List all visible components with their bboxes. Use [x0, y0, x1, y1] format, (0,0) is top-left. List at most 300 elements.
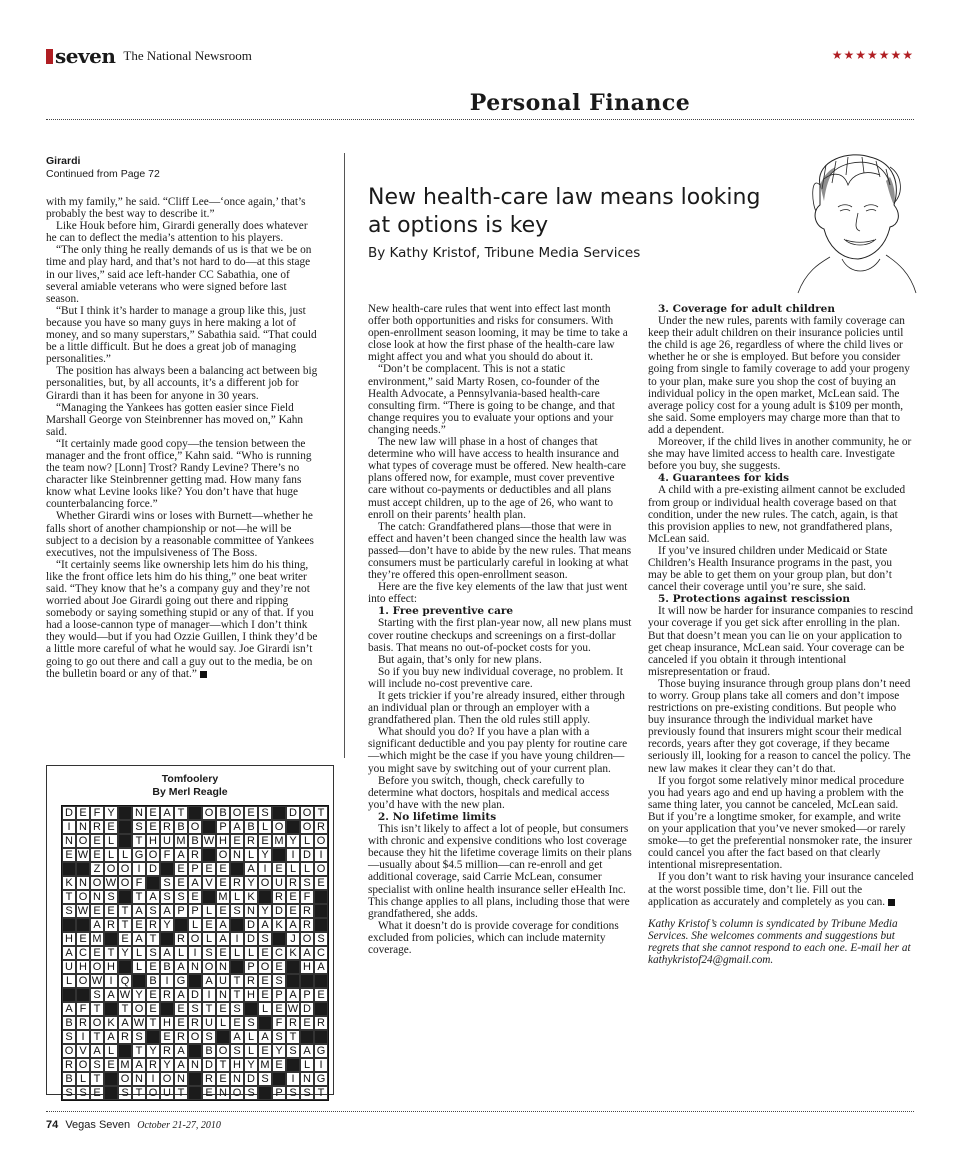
- crossword-block: [76, 862, 90, 876]
- masthead: [46, 44, 252, 68]
- crossword-cell: O: [188, 820, 202, 834]
- crossword-cell: E: [314, 876, 328, 890]
- crossword-block: [216, 1030, 230, 1044]
- crossword-cell: U: [216, 974, 230, 988]
- crossword-cell: E: [216, 946, 230, 960]
- crossword-cell: R: [174, 1030, 188, 1044]
- crossword-cell: O: [62, 1044, 76, 1058]
- crossword-block: [314, 904, 328, 918]
- crossword-cell: V: [202, 876, 216, 890]
- crossword-cell: L: [244, 1044, 258, 1058]
- crossword-cell: R: [160, 820, 174, 834]
- crossword-cell: T: [132, 834, 146, 848]
- crossword-cell: S: [62, 1030, 76, 1044]
- article-column-2: [648, 303, 914, 966]
- crossword-cell: L: [62, 974, 76, 988]
- crossword-cell: N: [188, 960, 202, 974]
- crossword-cell: Y: [272, 1044, 286, 1058]
- crossword-cell: A: [174, 960, 188, 974]
- crossword-cell: R: [146, 1058, 160, 1072]
- crossword-cell: E: [90, 834, 104, 848]
- crossword-block: [300, 1030, 314, 1044]
- crossword-cell: E: [216, 1072, 230, 1086]
- crossword-cell: R: [160, 1044, 174, 1058]
- crossword-block: [230, 960, 244, 974]
- crossword-cell: A: [160, 904, 174, 918]
- crossword-cell: S: [118, 1086, 132, 1100]
- article-paragraph: If you’ve insured children under Medicaid or State Children’s Health Insurance programs in the past, you may be able to get them on your group plan, but don’t cancel their coverage until you’re sure, she said.: [648, 544, 893, 594]
- crossword-cell: A: [300, 946, 314, 960]
- crossword-cell: L: [244, 848, 258, 862]
- crossword-cell: S: [90, 1058, 104, 1072]
- continued-story: [46, 155, 318, 680]
- crossword-block: [258, 890, 272, 904]
- crossword-cell: D: [202, 1058, 216, 1072]
- crossword-cell: E: [230, 834, 244, 848]
- crossword-block: [258, 1016, 272, 1030]
- article-paragraph: What it doesn’t do is provide coverage for conditions excluded from policies, which can include maternity coverage.: [368, 919, 619, 956]
- crossword-cell: S: [230, 904, 244, 918]
- crossword-cell: E: [272, 1002, 286, 1016]
- crossword-cell: A: [62, 1002, 76, 1016]
- crossword-cell: E: [188, 890, 202, 904]
- crossword-cell: N: [90, 890, 104, 904]
- crossword-cell: T: [314, 1086, 328, 1100]
- crossword-block: [118, 806, 132, 820]
- crossword-cell: W: [133, 1017, 145, 1029]
- continued-story-body: [46, 196, 318, 680]
- article-paragraph: Those buying insurance through group plans don’t need to worry. Group plans take all comers and don’t impose restrictions on pre-existing conditions. But people who buy insurance through the individual market have previously found that insurers might scour their medical records, years after they got coverage, if they became seriously ill, looking for a reason to cancel the policy. The new law makes it clear they can’t do that.: [648, 677, 911, 775]
- crossword-cell: E: [90, 848, 104, 862]
- article-byline: By Kathy Kristof, Tribune Media Services: [368, 245, 641, 261]
- crossword-cell: O: [76, 974, 90, 988]
- crossword-cell: O: [90, 876, 104, 890]
- body-paragraph: Like Houk before him, Girardi generally does whatever he can to deflect the media’s attention to his players.: [46, 220, 308, 245]
- crossword-cell: G: [174, 974, 188, 988]
- crossword-cell: S: [258, 1072, 272, 1086]
- crossword-cell: C: [76, 946, 90, 960]
- crossword-cell: A: [104, 1030, 118, 1044]
- crossword-cell: T: [118, 904, 132, 918]
- crossword-cell: E: [146, 1002, 160, 1016]
- crossword-cell: M: [258, 1058, 272, 1072]
- crossword-cell: D: [146, 862, 160, 876]
- crossword-cell: S: [314, 932, 328, 946]
- crossword-cell: N: [76, 820, 90, 834]
- crossword-cell: N: [76, 876, 90, 890]
- article-paragraph: Under the new rules, parents with family coverage can keep their adult children on their insurance policies until the child is age 26, regardless of where the child lives or whether he or she is employed. But before you consider going from single to family coverage to add your progeny to your plan, make sure you shop the cost of buying an individual policy in the open market, McLean said. The average policy cost for a young adult is $109 per month, she said. Some employers may charge more than that to add a dependent.: [648, 315, 910, 436]
- crossword-cell: K: [272, 918, 286, 932]
- crossword-cell: E: [76, 806, 90, 820]
- crossword-cell: N: [188, 1058, 202, 1072]
- article-paragraph: Moreover, if the child lives in another community, he or she may have limited access to health care. Investigate before you buy, she suggests.: [648, 436, 912, 473]
- crossword-cell: N: [132, 1072, 146, 1086]
- crossword-cell: N: [244, 904, 258, 918]
- crossword-cell: B: [62, 1072, 76, 1086]
- crossword-cell: E: [216, 904, 230, 918]
- crossword-cell: L: [258, 1002, 272, 1016]
- crossword-cell: N: [62, 834, 76, 848]
- masthead-tagline: The National Newsroom: [123, 48, 252, 63]
- author-tagline: Kathy Kristof’s column is syndicated by Tribune Media Services. She welcomes comments and suggestions but regrets that she cannot respond to each one. E-mail her at kathykristof24@gmail.com.: [648, 917, 911, 966]
- crossword-cell: A: [216, 918, 230, 932]
- article-paragraph: The new law will phase in a host of changes that determine who will have access to health insurance and what types of coverage must be offered. New health-care plans offered now, for example, must cover preventive care without co-payments or deductibles and all plans must accept children, up to the age of 26, who want to enroll on their parents’ health plan.: [368, 436, 626, 521]
- body-paragraph: “Managing the Yankees has gotten easier since Field Marshall George von Steinbrenner has moved on,” Kahn said.: [46, 401, 304, 438]
- crossword-cell: O: [272, 820, 286, 834]
- crossword-cell: S: [160, 890, 174, 904]
- crossword-cell: T: [174, 1086, 188, 1100]
- crossword-block: [62, 918, 76, 932]
- crossword-cell: R: [286, 876, 300, 890]
- crossword-cell: K: [286, 946, 300, 960]
- crossword-cell: P: [272, 988, 286, 1002]
- crossword-cell: K: [244, 890, 258, 904]
- crossword-block: [286, 974, 300, 988]
- crossword-cell: Y: [132, 988, 146, 1002]
- crossword-cell: T: [118, 1002, 132, 1016]
- crossword-cell: E: [202, 1086, 216, 1100]
- crossword-cell: T: [314, 806, 328, 820]
- crossword-cell: H: [216, 834, 230, 848]
- rating-stars: ★★★★★★★: [831, 48, 914, 62]
- crossword-block: [62, 862, 76, 876]
- crossword-cell: I: [314, 1058, 328, 1072]
- publication-logo: seven: [55, 44, 116, 68]
- crossword-cell: A: [188, 876, 202, 890]
- crossword-block: [272, 1072, 286, 1086]
- crossword-cell: S: [76, 1086, 90, 1100]
- crossword-cell: O: [300, 932, 314, 946]
- crossword-block: [188, 1086, 202, 1100]
- crossword-cell: P: [300, 988, 314, 1002]
- crossword-cell: L: [244, 946, 258, 960]
- crossword-cell: S: [146, 946, 160, 960]
- crossword-cell: V: [76, 1044, 90, 1058]
- crossword-author: By Merl Reagle: [152, 786, 228, 798]
- crossword-cell: U: [160, 834, 174, 848]
- crossword-cell: B: [244, 820, 258, 834]
- crossword-cell: L: [174, 946, 188, 960]
- crossword-cell: R: [62, 1058, 76, 1072]
- continued-from: Continued from Page 72: [46, 168, 160, 180]
- crossword-block: [62, 988, 76, 1002]
- crossword-cell: S: [174, 890, 188, 904]
- crossword-cell: L: [104, 1044, 118, 1058]
- crossword-cell: L: [132, 960, 146, 974]
- crossword-cell: O: [76, 1058, 90, 1072]
- article-paragraph: If you don’t want to risk having your insurance canceled at the worst possible time, don’t lie. Fill out the application as accurately and completely as you can.: [648, 871, 914, 908]
- crossword-block: [160, 862, 174, 876]
- crossword-cell: N: [230, 1072, 244, 1086]
- body-paragraph: Whether Girardi wins or loses with Burnett—whether he falls short of another championship or not—he will be subject to a decision by a reasonable committee of Yankees executives, not the impulsiveness of The Boss.: [46, 510, 314, 559]
- crossword-cell: P: [174, 904, 188, 918]
- crossword-cell: I: [202, 988, 216, 1002]
- crossword-cell: E: [146, 960, 160, 974]
- crossword-cell: S: [160, 876, 174, 890]
- crossword-block: [188, 974, 202, 988]
- section-title-wrap: [0, 90, 960, 116]
- crossword-cell: O: [216, 848, 230, 862]
- article-paragraph: “Don’t be complacent. This is not a static environment,” said Marty Rosen, co-founder of the Health Advocate, a Pennsylvania-based health-care consulting firm. “There is going to be change, and that change requires you to evaluate your options and your changing needs.”: [368, 363, 615, 436]
- crossword-cell: W: [287, 1003, 299, 1015]
- crossword-cell: E: [62, 848, 76, 862]
- crossword-cell: Y: [104, 806, 118, 820]
- crossword-cell: E: [202, 918, 216, 932]
- body-paragraph: “The only thing he really demands of us is that we be on time and play hard, and that’s not hard to do—at this stage in our lives,” said ace left-hander CC Sabathia, one of several amiable veterans who were signed before last season.: [46, 244, 312, 305]
- crossword-cell: A: [146, 890, 160, 904]
- crossword-cell: A: [132, 1058, 146, 1072]
- crossword-cell: E: [146, 806, 160, 820]
- crossword-cell: S: [272, 1030, 286, 1044]
- crossword-cell: T: [230, 988, 244, 1002]
- crossword-cell: S: [188, 1002, 202, 1016]
- crossword-block: [104, 1086, 118, 1100]
- crossword-cell: W: [77, 905, 89, 917]
- body-paragraph: “But I think it’s harder to manage a group like this, just because you have so many guys in here making a lot of money, and so many superstars,” Sabathia said. “That could be a little difficult. But he does a great job of managing personalities.”: [46, 304, 317, 366]
- crossword-cell: O: [188, 1030, 202, 1044]
- footer-divider: [46, 1111, 914, 1112]
- crossword-cell: B: [160, 960, 174, 974]
- article-subhead: 4. Guarantees for kids: [658, 472, 789, 485]
- crossword-cell: W: [203, 835, 215, 847]
- crossword-cell: T: [230, 974, 244, 988]
- crossword-block: [202, 820, 216, 834]
- page-number: 74: [46, 1119, 59, 1131]
- crossword-cell: L: [300, 862, 314, 876]
- crossword-cell: L: [202, 904, 216, 918]
- crossword-cell: E: [76, 932, 90, 946]
- crossword-cell: E: [174, 876, 188, 890]
- crossword-cell: E: [216, 1002, 230, 1016]
- article-paragraph: Before you switch, though, check carefully to determine what doctors, hospitals and medical access you’d have with the new plan.: [368, 774, 610, 811]
- crossword-cell: E: [258, 1044, 272, 1058]
- crossword-cell: A: [174, 988, 188, 1002]
- crossword-cell: A: [160, 946, 174, 960]
- crossword-block: [160, 932, 174, 946]
- crossword-cell: M: [272, 834, 286, 848]
- crossword-block: [300, 974, 314, 988]
- crossword-cell: P: [272, 1086, 286, 1100]
- crossword-cell: O: [90, 1016, 104, 1030]
- crossword-cell: B: [188, 834, 202, 848]
- crossword-cell: R: [244, 834, 258, 848]
- crossword-cell: C: [314, 946, 328, 960]
- crossword-cell: W: [77, 849, 89, 861]
- crossword-cell: I: [62, 820, 76, 834]
- crossword-cell: I: [314, 848, 328, 862]
- crossword-title: Tomfoolery: [161, 773, 219, 785]
- crossword-cell: G: [132, 848, 146, 862]
- crossword-cell: G: [314, 1072, 328, 1086]
- crossword-cell: I: [76, 1030, 90, 1044]
- article-subhead: 3. Coverage for adult children: [658, 303, 835, 315]
- article-paragraph: It gets trickier if you’re already insured, either through an individual plan or through an employer with a grandfathered plan. Then the old rules still apply.: [368, 690, 625, 727]
- crossword-grid: [61, 805, 329, 1101]
- crossword-cell: R: [76, 1016, 90, 1030]
- crossword-cell: A: [104, 988, 118, 1002]
- crossword-cell: E: [300, 1016, 314, 1030]
- crossword-cell: Y: [258, 848, 272, 862]
- crossword-cell: D: [272, 904, 286, 918]
- crossword-cell: E: [258, 974, 272, 988]
- crossword-cell: S: [146, 904, 160, 918]
- crossword-cell: T: [286, 1030, 300, 1044]
- crossword-cell: P: [188, 904, 202, 918]
- crossword-block: [118, 1044, 132, 1058]
- crossword-cell: R: [118, 1030, 132, 1044]
- crossword-cell: S: [286, 1086, 300, 1100]
- crossword-cell: J: [286, 932, 300, 946]
- crossword-cell: O: [76, 834, 90, 848]
- crossword-cell: R: [244, 974, 258, 988]
- article-paragraph: What should you do? If you have a plan with a significant deductible and you pay plenty for routine care—which might be the case if you have young children—you might save by switching out of your current plan.: [368, 726, 628, 775]
- crossword-cell: Y: [160, 918, 174, 932]
- column-divider: [344, 153, 345, 758]
- crossword-cell: H: [104, 960, 118, 974]
- crossword-cell: F: [160, 848, 174, 862]
- author-portrait-illustration: [790, 145, 920, 295]
- crossword-cell: E: [258, 946, 272, 960]
- crossword-cell: O: [230, 1086, 244, 1100]
- article-subhead: 5. Protections against rescission: [658, 593, 850, 606]
- crossword-cell: O: [118, 862, 132, 876]
- crossword-block: [286, 820, 300, 834]
- crossword-block: [230, 862, 244, 876]
- crossword-cell: O: [230, 806, 244, 820]
- crossword-cell: T: [132, 1086, 146, 1100]
- crossword-cell: Y: [244, 876, 258, 890]
- crossword-cell: I: [132, 862, 146, 876]
- crossword-cell: Y: [286, 834, 300, 848]
- crossword-cell: L: [300, 1058, 314, 1072]
- crossword-cell: B: [174, 820, 188, 834]
- crossword-cell: W: [91, 975, 103, 987]
- crossword-cell: N: [216, 1086, 230, 1100]
- crossword-cell: R: [160, 988, 174, 1002]
- crossword-cell: A: [216, 932, 230, 946]
- crossword-cell: A: [174, 1058, 188, 1072]
- crossword-block: [258, 1086, 272, 1100]
- crossword-cell: R: [286, 1016, 300, 1030]
- crossword-cell: O: [90, 960, 104, 974]
- crossword-cell: H: [76, 960, 90, 974]
- crossword-cell: E: [174, 1016, 188, 1030]
- crossword-cell: O: [202, 960, 216, 974]
- crossword-cell: S: [286, 1044, 300, 1058]
- crossword-cell: D: [300, 1002, 314, 1016]
- crossword-cell: E: [272, 1058, 286, 1072]
- crossword-cell: K: [62, 876, 76, 890]
- crossword-cell: E: [202, 862, 216, 876]
- crossword-block: [118, 960, 132, 974]
- crossword-cell: R: [272, 890, 286, 904]
- crossword-cell: E: [174, 862, 188, 876]
- crossword-cell: R: [146, 918, 160, 932]
- crossword-cell: O: [258, 876, 272, 890]
- crossword-cell: O: [216, 1044, 230, 1058]
- article-subhead: 1. Free preventive care: [378, 605, 514, 618]
- crossword-cell: R: [188, 1016, 202, 1030]
- crossword-cell: I: [188, 946, 202, 960]
- crossword-cell: T: [118, 918, 132, 932]
- crossword-block: [174, 918, 188, 932]
- crossword-block: [188, 1044, 202, 1058]
- crossword-cell: A: [244, 862, 258, 876]
- crossword-cell: E: [244, 806, 258, 820]
- crossword-cell: L: [258, 820, 272, 834]
- crossword-cell: O: [118, 876, 132, 890]
- crossword-block: [160, 1002, 174, 1016]
- crossword-cell: T: [104, 946, 118, 960]
- crossword-cell: D: [244, 918, 258, 932]
- crossword-block: [244, 1002, 258, 1016]
- crossword-cell: E: [174, 1002, 188, 1016]
- crossword-cell: E: [216, 862, 230, 876]
- crossword-cell: I: [104, 974, 118, 988]
- crossword-cell: D: [244, 1072, 258, 1086]
- crossword-cell: E: [286, 890, 300, 904]
- end-mark-icon: [200, 671, 207, 678]
- crossword-cell: O: [160, 1072, 174, 1086]
- crossword-cell: S: [230, 1044, 244, 1058]
- crossword-block: [314, 918, 328, 932]
- crossword-cell: F: [272, 1016, 286, 1030]
- crossword-cell: A: [174, 848, 188, 862]
- crossword-cell: S: [244, 1086, 258, 1100]
- crossword-cell: F: [76, 1002, 90, 1016]
- crossword-cell: O: [300, 806, 314, 820]
- crossword-cell: O: [146, 1086, 160, 1100]
- crossword-cell: D: [244, 932, 258, 946]
- article-column-1: [368, 303, 632, 956]
- crossword-cell: E: [216, 876, 230, 890]
- crossword-cell: P: [216, 820, 230, 834]
- crossword-cell: O: [188, 932, 202, 946]
- crossword-cell: H: [146, 834, 160, 848]
- crossword-block: [76, 918, 90, 932]
- crossword-cell: Y: [118, 946, 132, 960]
- body-paragraph: The position has always been a balancing act between big personalities, but, by all accounts, it’s a different job for Girardi than it has been for anyone in 30 years.: [46, 365, 318, 402]
- article-paragraph: A child with a pre-existing ailment cannot be excluded from group or individual health coverage based on that condition, under the new rules. The catch, again, is that this provision applies to new, not grandfathered plans, McLean said.: [648, 484, 906, 545]
- crossword-cell: A: [118, 1016, 132, 1030]
- crossword-cell: T: [146, 932, 160, 946]
- crossword-cell: B: [216, 806, 230, 820]
- crossword-cell: D: [62, 806, 76, 820]
- crossword-cell: H: [160, 1016, 174, 1030]
- crossword-cell: C: [272, 946, 286, 960]
- crossword-cell: O: [146, 848, 160, 862]
- crossword-block: [132, 974, 146, 988]
- crossword-block: [118, 820, 132, 834]
- crossword-cell: W: [119, 989, 131, 1001]
- crossword-cell: L: [188, 918, 202, 932]
- crossword-cell: S: [230, 1002, 244, 1016]
- crossword-block: [272, 848, 286, 862]
- crossword-cell: I: [146, 1072, 160, 1086]
- crossword-cell: M: [90, 932, 104, 946]
- crossword-cell: A: [300, 1044, 314, 1058]
- article-paragraph: This isn’t likely to affect a lot of people, but consumers with chronic and expensive conditions who lost coverage because they hit the lifetime coverage limits on their plans—usually about $4.5 million—can re-enroll and get additional coverage, said Carrie McLean, consumer specialist with online health insurance seller eHealth Inc. This change applies to all plans, including those that were grandfathered, she adds.: [368, 823, 632, 920]
- logo-accent-bar: [46, 49, 53, 64]
- crossword-cell: Z: [90, 862, 104, 876]
- crossword-cell: R: [230, 876, 244, 890]
- crossword-cell: B: [146, 974, 160, 988]
- crossword-cell: L: [202, 932, 216, 946]
- crossword-cell: O: [258, 960, 272, 974]
- crossword-cell: L: [286, 862, 300, 876]
- crossword-cell: L: [104, 834, 118, 848]
- crossword-cell: K: [104, 1016, 118, 1030]
